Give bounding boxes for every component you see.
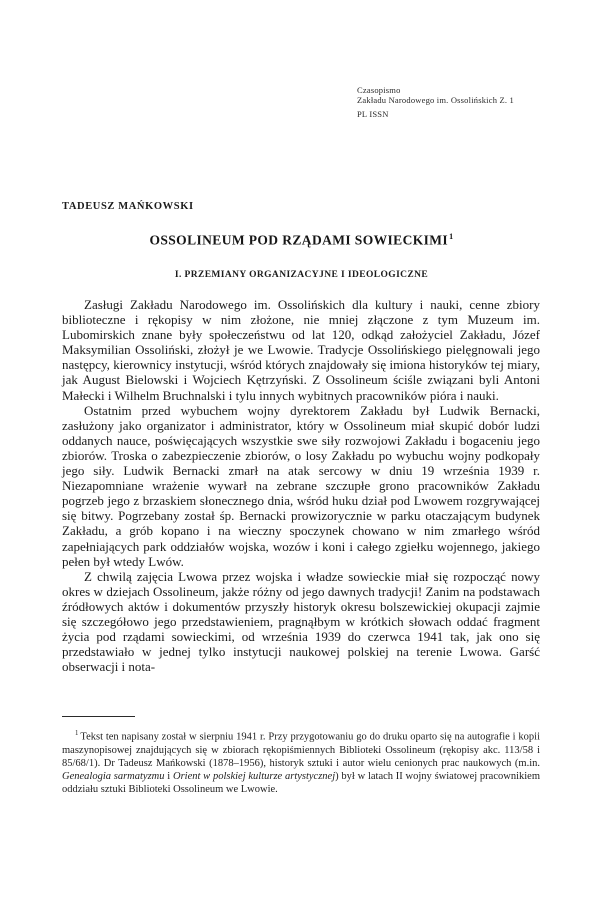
footnote-ref-marker: 1 xyxy=(449,232,454,241)
masthead-line-institution: Zakładu Narodowego im. Ossolińskich Z. 1 xyxy=(357,95,514,105)
author-name: TADEUSZ MAŃKOWSKI xyxy=(62,201,194,212)
footnote-segment: Tekst ten napisany został w sierpniu 1941 r. Przy przygotowaniu go do druku oparto się na autografie i kopii maszynopisowej znajdujących się w zbiorach rękopiśmiennych Biblioteki Ossolineum (rękopisy akc. 113/58 i 85/68/1). Dr Tadeusz Mańkowski (1878–1956), historyk sztuki i autor wielu cenionych prac naukowych (m.in. xyxy=(62,731,540,769)
footnote xyxy=(62,727,540,796)
section-heading: I. PRZEMIANY ORGANIZACYJNE I IDEOLOGICZNE xyxy=(174,270,429,280)
article-body xyxy=(62,297,540,674)
masthead-issn: PL ISSN xyxy=(357,109,389,119)
footnote-number: 1 xyxy=(75,730,79,737)
footnote-segment: ) był w latach II wojny światowej pracownikiem oddziału sztuki Biblioteki Ossolineum we Lwowie. xyxy=(62,770,540,795)
footnote-work-title: Genealogia sarmatyzmu xyxy=(62,770,165,782)
footnote-segment: i xyxy=(164,770,173,782)
footnote-text xyxy=(62,732,540,795)
body-paragraph: Ostatnim przed wybuchem wojny dyrektorem Zakładu był Ludwik Bernacki, zasłużony jako organizator i administrator, który w Ossolineum miał skupić dobór ludzi oddanych nauce, poświęcających wszystkie swe siły rozwojowi Zakładu i bogaceniu jego zbiorów. Troska o zabezpieczenie zbiorów, o losy Zakładu po wybuchu wojny podkopały jego siły. Ludwik Bernacki zmarł na atak sercowy w dniu 19 września 1939 r. Niezapomniane wrażenie wywarł na zebrane szczupłe grono pracowników Zakładu pogrzeb jego z brzaskiem słonecznego dnia, wśród huku dział pod Lwowem rozgrywającej się bitwy. Pogrzebany został śp. Bernacki prowizorycznie w parku otaczającym budynek Zakładu, a grób kopano i na wieczny spoczynek chowano w nim zmarłego wśród zapełniających park oddziałów wojska, wozów i koni i całego zgiełku wojennego, jakiego pełen był wtedy Lwów. xyxy=(62,402,540,569)
body-paragraph: Zasługi Zakładu Narodowego im. Ossolińskich dla kultury i nauki, cenne zbiory biblioteczne i rękopisy w nim złożone, nie mniej złączone z tym Muzeum im. Lubomirskich znane były społeczeństwu od lat 120, odkąd założyciel Zakładu, Józef Maksymilian Ossoliński, złożył je we Lwowie. Tradycje Ossolińskiego pielęgnowali jego następcy, kierownicy instytucji, wśród których znajdowały się imiona historyków tej miary, jak August Bielowski i Wojciech Kętrzyński. Z Ossolineum ściśle związani byli Antoni Małecki i Wilhelm Bruchnalski i tylu innych wybitnych pracowników pióra i nauki. xyxy=(62,297,540,403)
footnote-divider xyxy=(62,716,135,717)
footnote-work-title: Orient w polskiej kulturze artystycznej xyxy=(172,770,336,782)
body-paragraph: Z chwilą zajęcia Lwowa przez wojska i władze sowieckie miał się rozpocząć nowy okres w dziejach Ossolineum, jakże różny od jego dawnych tradycji! Zanim na podstawach źródłowych aktów i dokumentów przyszły historyk okresu bolszewickiej okupacji zajmie się szczegółowo jego przedstawieniem, pragnąłbym w krótkich słowach oddać fragment życia pod rządami sowieckimi, od września 1939 do czerwca 1941 tak, jak ono się przedstawiało w jednej tylko instytucji naukowej polskiej na terenie Lwowa. Garść obserwacji i nota- xyxy=(62,568,540,675)
masthead xyxy=(357,85,514,119)
masthead-line-journal: Czasopismo xyxy=(357,85,401,95)
article-title-text: OSSOLINEUM POD RZĄDAMI SOWIECKIMI xyxy=(149,232,449,248)
article-title xyxy=(0,232,603,249)
